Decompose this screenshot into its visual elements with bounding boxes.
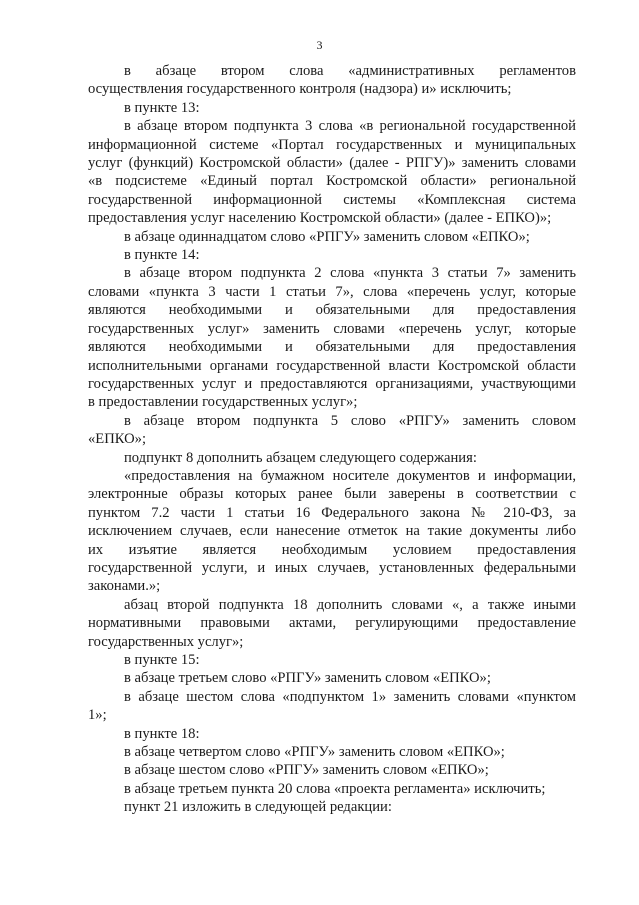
text-line: законами.»;: [88, 578, 161, 595]
text-line: государственной услуги, и иных случаев, установленных федеральными: [88, 559, 576, 576]
text-line: в пункте 15:: [124, 652, 200, 668]
text-line: в пункте 13:: [124, 99, 200, 116]
text-line: пункт 21 изложить в следующей редакции:: [124, 799, 392, 816]
text-line: в абзаце третьем слово «РПГУ» заменить словом «ЕПКО»;: [124, 670, 491, 687]
text-line: в предоставлении государственных услуг»;: [88, 394, 358, 411]
text-line: «ЕПКО»;: [88, 431, 147, 448]
text-line: в абзаце шестом слово «РПГУ» заменить словом «ЕПКО»;: [124, 762, 489, 779]
text-line: в абзаце четвертом слово «РПГУ» заменить словом «ЕПКО»;: [124, 744, 505, 761]
text-line: в абзаце втором слова «административных регламентов: [124, 63, 576, 79]
text-line: услуг (функций) Костромской области» (далее - РПГУ)» заменить словами: [88, 155, 576, 172]
text-line: их изъятие является необходимым условием предоставления: [88, 541, 576, 558]
text-line: 1»;: [88, 707, 107, 724]
text-line: пунктом 7.2 части 1 статьи 16 Федерального закона № 210-ФЗ, за: [88, 504, 576, 521]
text-line: словами «пункта 3 части 1 статьи 7», слова «перечень услуг, которые: [88, 283, 576, 300]
text-line: в абзаце одиннадцатом слово «РПГУ» заменить словом «ЕПКО»;: [124, 228, 530, 245]
text-line: в пункте 18:: [124, 725, 200, 742]
document-body: [88, 62, 576, 817]
page-number: 3: [316, 38, 323, 52]
text-line: государственной информационной системы «Комплексная система: [88, 191, 576, 208]
text-line: государственных услуг» заменить словами «перечень услуг, которые: [88, 320, 576, 337]
text-line: исполнительными органами государственной власти Костромской области: [88, 357, 576, 374]
text-line: исключением случаев, если нанесение отметок на такие документы либо: [88, 523, 576, 540]
text-line: в абзаце втором подпункта 3 слова «в региональной государственной: [124, 118, 576, 135]
text-line: абзац второй подпункта 18 дополнить словами «, а также иными: [124, 596, 576, 613]
text-line: «в подсистеме «Единый портал Костромской области» региональной: [88, 173, 576, 190]
text-line: электронные образы которых ранее были заверены в соответствии с: [88, 486, 576, 503]
text-line: государственных услуг и предоставляются организациями, участвующими: [88, 375, 576, 392]
text-line: в абзаце шестом слова «подпунктом 1» заменить словами «пунктом: [124, 688, 576, 705]
text-line: в абзаце третьем пункта 20 слова «проекта регламента» исключить;: [124, 780, 546, 797]
text-line: «предоставления на бумажном носителе документов и информации,: [124, 467, 576, 484]
text-line: государственных услуг»;: [88, 633, 244, 650]
text-line: являются необходимыми и обязательными для предоставления: [88, 339, 576, 356]
text-line: нормативными правовыми актами, регулирующими предоставление: [88, 615, 576, 632]
text-line: являются необходимыми и обязательными для предоставления: [88, 302, 576, 319]
text-line: в абзаце втором подпункта 2 слова «пункта 3 статьи 7» заменить: [124, 265, 576, 282]
text-line: подпункт 8 дополнить абзацем следующего содержания:: [124, 449, 477, 466]
text-line: в абзаце втором подпункта 5 слово «РПГУ» заменить словом: [124, 412, 576, 429]
text-line: предоставления услуг населению Костромской области» (далее - ЕПКО)»;: [88, 210, 552, 227]
text-line: информационной системе «Портал государственных и муниципальных: [88, 136, 576, 153]
text-line: в пункте 14:: [124, 247, 200, 264]
text-line: осуществления государственного контроля (надзора) и» исключить;: [88, 81, 512, 98]
